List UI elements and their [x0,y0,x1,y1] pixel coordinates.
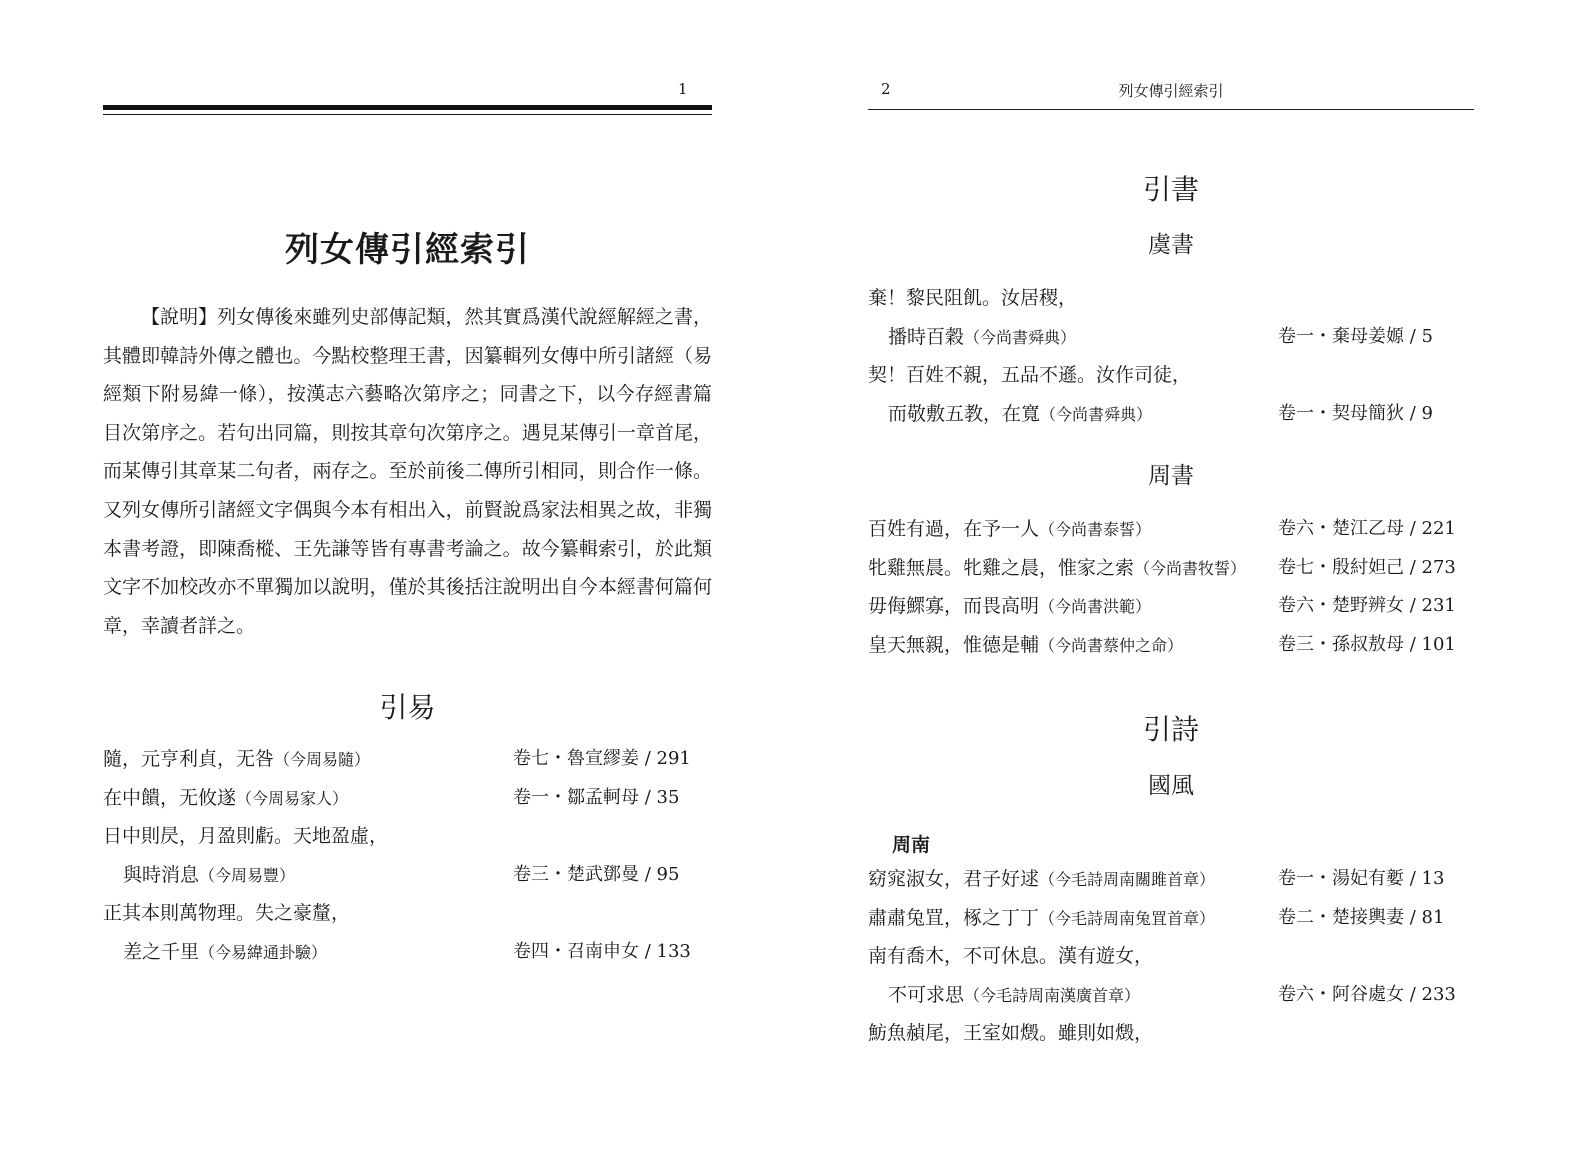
index-entry [103,779,712,818]
index-entry [868,318,1474,357]
intro-paragraph: 【說明】列女傳後來雖列史部傳記類，然其實爲漢代說經解經之書，其體即韓詩外傳之體也。今點校整理王書，因纂輯列女傳中所引諸經（易經類下附易緯一條），按漢志六藝略次第序之；同書之下，以今存經書篇目次第序之。若句出同篇，則按其章句次第序之。遇見某傳引一章首尾，而某傳引其章某二句者，兩存之。至於前後二傳所引相同，則合作一條。又列女傳所引諸經文字偶與今本有相出入，前賢說爲家法相異之故，非獨本書考證，即陳喬樅、王先謙等皆有專書考論之。故今纂輯索引，於此類文字不加校改亦不單獨加以說明，僅於其後括注說明出自今本經書何篇何章，幸讀者詳之。 [103,306,712,637]
index-entry [868,937,1474,976]
entry-quote-text: 差之千里 [123,940,200,963]
index-entry [868,356,1474,395]
entry-quote-text: 百姓有過，在予一人 [868,518,1040,540]
section-title-yi: 引易 [379,691,436,724]
entry-reference: 卷一・湯妃有㜪 / 13 [1278,868,1445,889]
entry-source-note: （今尚書蔡仲之命） [1039,635,1184,655]
section-title-shu: 引書 [1142,173,1199,206]
subsection-title-zhoushu: 周書 [1148,463,1194,489]
entry-reference: 卷二・楚接輿妻 / 81 [1278,906,1445,928]
entry-quote [868,899,1215,939]
subsubsection-title-zhounan: 周南 [892,834,931,856]
index-entry [868,549,1474,588]
entry-quote-text: 契！百姓不親，五品不遜。汝作司徒， [868,364,1192,387]
entry-quote [123,933,327,973]
index-entry [868,395,1474,434]
entry-list-zhounan [868,860,1474,1053]
entry-reference: 卷一・鄒孟軻母 / 35 [513,786,680,808]
right-page [793,0,1587,1150]
entry-source-note: （今周易豐） [199,865,296,885]
entry-quote-text: 魴魚赬尾，王室如燬。雖則如燬， [868,1022,1154,1045]
entry-quote [868,860,1215,900]
entry-quote [103,779,348,819]
entry-quote-text: 不可求思 [888,983,965,1006]
entry-quote-text: 南有喬木，不可休息。漢有遊女， [868,945,1154,968]
entry-source-note: （今尚書牧誓） [1134,558,1247,578]
entry-quote [868,279,1077,318]
entry-reference: 卷一・棄母姜嫄 / 5 [1278,325,1433,347]
entry-source-note: （今尚書洪範） [1039,597,1152,617]
entry-reference: 卷七・魯宣繆姜 / 291 [513,748,691,769]
index-entry [868,899,1474,938]
index-entry [103,856,712,895]
subsection-title-yushu: 虞書 [1148,232,1194,258]
entry-list-yi [103,740,712,972]
index-entry [868,510,1474,549]
index-entry [103,933,712,972]
entry-quote [868,549,1246,589]
entry-quote [868,356,1191,395]
index-entry [868,587,1474,626]
entry-quote [868,510,1151,550]
entry-quote [888,395,1152,435]
entry-quote-text: 皇天無親，惟德是輔 [868,633,1040,656]
entry-quote [103,894,350,933]
entry-quote-text: 棄！黎民阻飢。汝居稷， [868,287,1078,309]
index-entry [868,860,1474,899]
entry-list-zhoushu [868,510,1474,664]
page-number: 1 [678,80,688,98]
entry-source-note: （今易緯通卦驗） [199,942,328,962]
index-entry [868,1014,1474,1053]
entry-list-yushu [868,279,1474,433]
entry-source-note: （今尚書泰誓） [1039,520,1152,539]
running-title: 列女傳引經索引 [1118,82,1224,100]
entry-quote-text: 隨，元亨利貞，无咎 [103,748,275,770]
left-page [0,0,793,1150]
entry-quote-text: 播時百穀 [888,325,965,348]
entry-quote-text: 日中則昃，月盈則虧。天地盈虛， [103,825,389,848]
entry-reference: 卷六・楚野辨女 / 231 [1278,595,1456,617]
entry-source-note: （今毛詩周南關雎首章） [1039,870,1216,889]
entry-quote [868,587,1151,627]
header-rule [868,109,1474,110]
entry-quote [868,626,1183,666]
entry-reference: 卷六・阿谷處女 / 233 [1278,983,1456,1005]
entry-quote-text: 在中饋，无攸遂 [103,786,237,809]
entry-source-note: （今尚書舜典） [1040,404,1153,424]
page-title: 列女傳引經索引 [285,230,530,270]
entry-quote-text: 肅肅兔罝，椓之丁丁 [868,906,1040,929]
page-number: 2 [881,80,891,98]
header-rule-thick [103,105,712,110]
entry-reference: 卷四・召南申女 / 133 [513,940,691,962]
entry-reference: 卷六・楚江乙母 / 221 [1278,518,1456,539]
index-entry [868,279,1474,318]
entry-reference: 卷三・楚武鄧曼 / 95 [513,863,680,885]
index-entry [868,976,1474,1015]
entry-quote-text: 與時消息 [123,863,200,886]
entry-source-note: （今周易家人） [236,788,349,808]
index-entry [868,626,1474,665]
entry-quote-text: 窈窕淑女，君子好逑 [868,868,1040,890]
entry-quote [868,1014,1153,1053]
entry-reference: 卷一・契母簡狄 / 9 [1278,402,1433,424]
entry-quote-text: 毋侮鰥寡，而畏高明 [868,595,1040,618]
entry-quote-text: 正其本則萬物理。失之豪釐， [103,902,351,925]
entry-quote [103,740,370,780]
entry-quote-text: 而敬敷五教，在寬 [888,402,1041,425]
index-entry [103,817,712,856]
index-entry [103,894,712,933]
entry-reference: 卷三・孫叔敖母 / 101 [1278,633,1456,655]
entry-quote-text: 牝雞無晨。牝雞之晨，惟家之索 [868,556,1135,579]
header-rule-thin [103,114,712,115]
index-entry [103,740,712,779]
entry-quote [103,817,388,856]
entry-source-note: （今毛詩周南兔罝首章） [1039,908,1216,928]
entry-quote [868,937,1153,976]
entry-source-note: （今尚書舜典） [964,327,1077,347]
entry-source-note: （今毛詩周南漢廣首章） [964,985,1141,1005]
entry-quote [888,976,1140,1016]
section-title-shi: 引詩 [1142,713,1199,746]
entry-quote [123,856,295,896]
entry-source-note: （今周易隨） [274,750,371,769]
subsection-title-guofeng: 國風 [1148,773,1194,799]
entry-quote [888,318,1076,358]
entry-reference: 卷七・殷紂妲己 / 273 [1278,556,1456,578]
